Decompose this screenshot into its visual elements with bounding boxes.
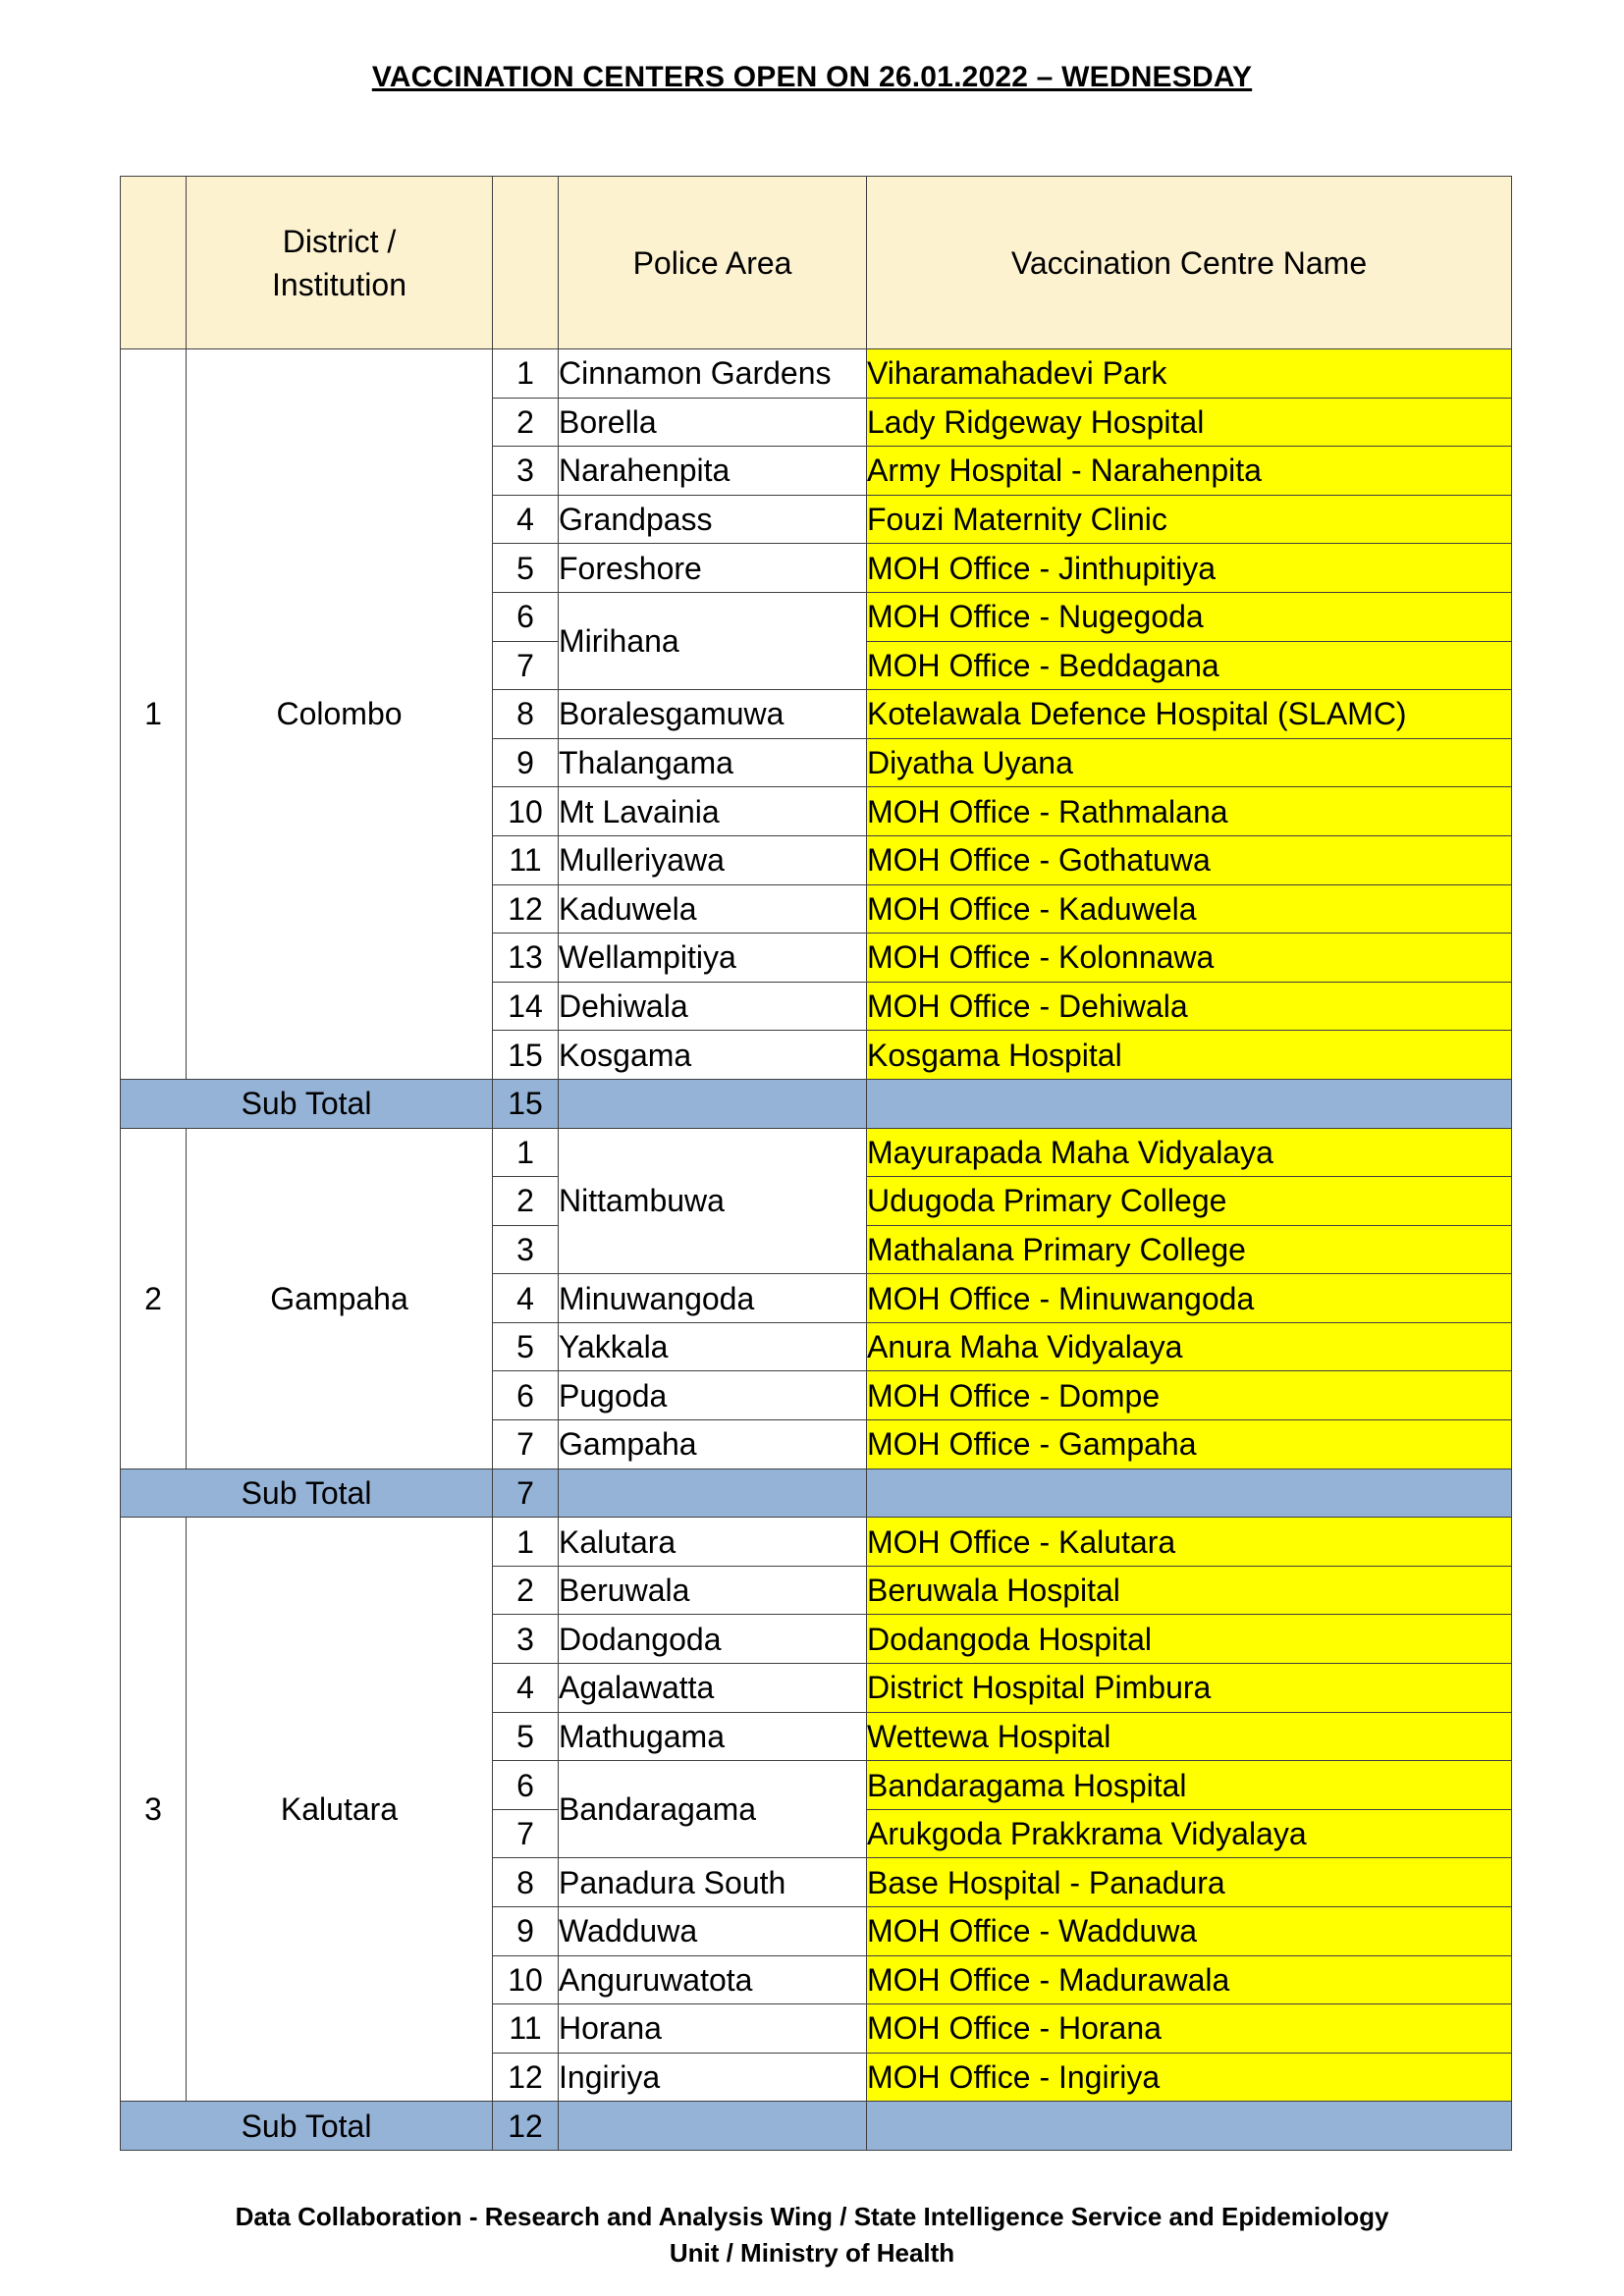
row-number: 2 [493,1566,559,1615]
row-number: 10 [493,1955,559,2004]
subtotal-empty-police [559,1079,867,1128]
row-number: 9 [493,1907,559,1956]
row-number: 5 [493,1712,559,1761]
header-index [121,177,187,349]
police-area: Kosgama [559,1031,867,1080]
row-number: 12 [493,2053,559,2102]
row-number: 1 [493,1128,559,1177]
row-number: 5 [493,1322,559,1371]
row-number: 11 [493,835,559,884]
footer-line-2: Unit / Ministry of Health [669,2238,955,2268]
table-row [121,349,1512,399]
police-area: Wellampitiya [559,934,867,983]
row-number: 6 [493,592,559,641]
police-area: Narahenpita [559,447,867,496]
table-row [121,1518,1512,1567]
police-area: Gampaha [559,1420,867,1469]
police-area: Nittambuwa [559,1128,867,1274]
centre-name: Mayurapada Maha Vidyalaya [867,1128,1512,1177]
row-number: 4 [493,1664,559,1713]
police-area: Mt Lavainia [559,787,867,836]
district-name: Colombo [187,349,493,1080]
police-area: Dehiwala [559,982,867,1031]
header-district: District / Institution [187,177,493,349]
subtotal-label: Sub Total [121,1468,493,1518]
row-number: 3 [493,447,559,496]
police-area: Pugoda [559,1371,867,1420]
centre-name: Kotelawala Defence Hospital (SLAMC) [867,690,1512,739]
centre-name: Lady Ridgeway Hospital [867,398,1512,447]
centre-name: MOH Office - Nugegoda [867,592,1512,641]
district-index: 2 [121,1128,187,1468]
centre-name: MOH Office - Gampaha [867,1420,1512,1469]
row-number: 10 [493,787,559,836]
police-area: Ingiriya [559,2053,867,2102]
subtotal-label: Sub Total [121,1079,493,1128]
table-body [121,349,1512,2151]
footer-line-1: Data Collaboration - Research and Analysis Wing / State Intelligence Service and Epidemiology [235,2202,1389,2231]
police-area: Foreshore [559,544,867,593]
centre-name: MOH Office - Horana [867,2004,1512,2054]
police-area: Boralesgamuwa [559,690,867,739]
row-number: 4 [493,1274,559,1323]
table-row [121,1128,1512,1177]
centre-name: MOH Office - Jinthupitiya [867,544,1512,593]
police-area: Wadduwa [559,1907,867,1956]
subtotal-row [121,2102,1512,2151]
centre-name: Dodangoda Hospital [867,1615,1512,1664]
centre-name: MOH Office - Kolonnawa [867,934,1512,983]
police-area: Minuwangoda [559,1274,867,1323]
centre-name: Base Hospital - Panadura [867,1858,1512,1907]
row-number: 5 [493,544,559,593]
district-name: Kalutara [187,1518,493,2102]
row-number: 7 [493,1809,559,1858]
police-area: Dodangoda [559,1615,867,1664]
subtotal-count: 15 [493,1079,559,1128]
subtotal-count: 12 [493,2102,559,2151]
police-area: Mulleriyawa [559,835,867,884]
centre-name: Arukgoda Prakkrama Vidyalaya [867,1809,1512,1858]
footer [0,2199,1624,2271]
subtotal-empty-police [559,2102,867,2151]
subtotal-empty-centre [867,2102,1512,2151]
row-number: 7 [493,1420,559,1469]
centre-name: Mathalana Primary College [867,1225,1512,1274]
header-police-area: Police Area [559,177,867,349]
centre-name: MOH Office - Dompe [867,1371,1512,1420]
centre-name: District Hospital Pimbura [867,1664,1512,1713]
centre-name: MOH Office - Beddagana [867,641,1512,690]
row-number: 4 [493,495,559,544]
row-number: 12 [493,884,559,934]
row-number: 3 [493,1225,559,1274]
police-area: Thalangama [559,738,867,787]
district-index: 3 [121,1518,187,2102]
police-area: Horana [559,2004,867,2054]
row-number: 2 [493,398,559,447]
police-area: Mathugama [559,1712,867,1761]
subtotal-row [121,1079,1512,1128]
centre-name: Army Hospital - Narahenpita [867,447,1512,496]
centre-name: MOH Office - Rathmalana [867,787,1512,836]
row-number: 9 [493,738,559,787]
subtotal-row [121,1468,1512,1518]
row-number: 6 [493,1761,559,1810]
district-name: Gampaha [187,1128,493,1468]
police-area: Borella [559,398,867,447]
row-number: 13 [493,934,559,983]
centre-name: MOH Office - Kalutara [867,1518,1512,1567]
centre-name: Beruwala Hospital [867,1566,1512,1615]
centre-name: Wettewa Hospital [867,1712,1512,1761]
centre-name: MOH Office - Kaduwela [867,884,1512,934]
centre-name: Bandaragama Hospital [867,1761,1512,1810]
centre-name: Fouzi Maternity Clinic [867,495,1512,544]
police-area: Panadura South [559,1858,867,1907]
centre-name: Diyatha Uyana [867,738,1512,787]
police-area: Yakkala [559,1322,867,1371]
police-area: Kaduwela [559,884,867,934]
centre-name: MOH Office - Dehiwala [867,982,1512,1031]
row-number: 11 [493,2004,559,2054]
row-number: 1 [493,349,559,399]
police-area: Bandaragama [559,1761,867,1858]
subtotal-label: Sub Total [121,2102,493,2151]
vaccination-centres-table [120,176,1512,2151]
centre-name: MOH Office - Minuwangoda [867,1274,1512,1323]
page-title: VACCINATION CENTERS OPEN ON 26.01.2022 – WEDNESDAY [371,61,1253,93]
table-header-row [121,177,1512,349]
header-number [493,177,559,349]
centre-name: MOH Office - Gothatuwa [867,835,1512,884]
police-area: Anguruwatota [559,1955,867,2004]
centre-name: MOH Office - Wadduwa [867,1907,1512,1956]
police-area: Grandpass [559,495,867,544]
police-area: Cinnamon Gardens [559,349,867,399]
subtotal-empty-centre [867,1468,1512,1518]
subtotal-empty-police [559,1468,867,1518]
subtotal-empty-centre [867,1079,1512,1128]
police-area: Kalutara [559,1518,867,1567]
centre-name: MOH Office - Ingiriya [867,2053,1512,2102]
row-number: 8 [493,1858,559,1907]
centre-name: Kosgama Hospital [867,1031,1512,1080]
row-number: 6 [493,1371,559,1420]
row-number: 15 [493,1031,559,1080]
police-area: Mirihana [559,592,867,689]
row-number: 7 [493,641,559,690]
centre-name: MOH Office - Madurawala [867,1955,1512,2004]
subtotal-count: 7 [493,1468,559,1518]
centre-name: Udugoda Primary College [867,1177,1512,1226]
police-area: Agalawatta [559,1664,867,1713]
row-number: 3 [493,1615,559,1664]
police-area: Beruwala [559,1566,867,1615]
row-number: 2 [493,1177,559,1226]
header-centre-name: Vaccination Centre Name [867,177,1512,349]
row-number: 14 [493,982,559,1031]
centre-name: Viharamahadevi Park [867,349,1512,399]
centre-name: Anura Maha Vidyalaya [867,1322,1512,1371]
row-number: 8 [493,690,559,739]
district-index: 1 [121,349,187,1080]
row-number: 1 [493,1518,559,1567]
